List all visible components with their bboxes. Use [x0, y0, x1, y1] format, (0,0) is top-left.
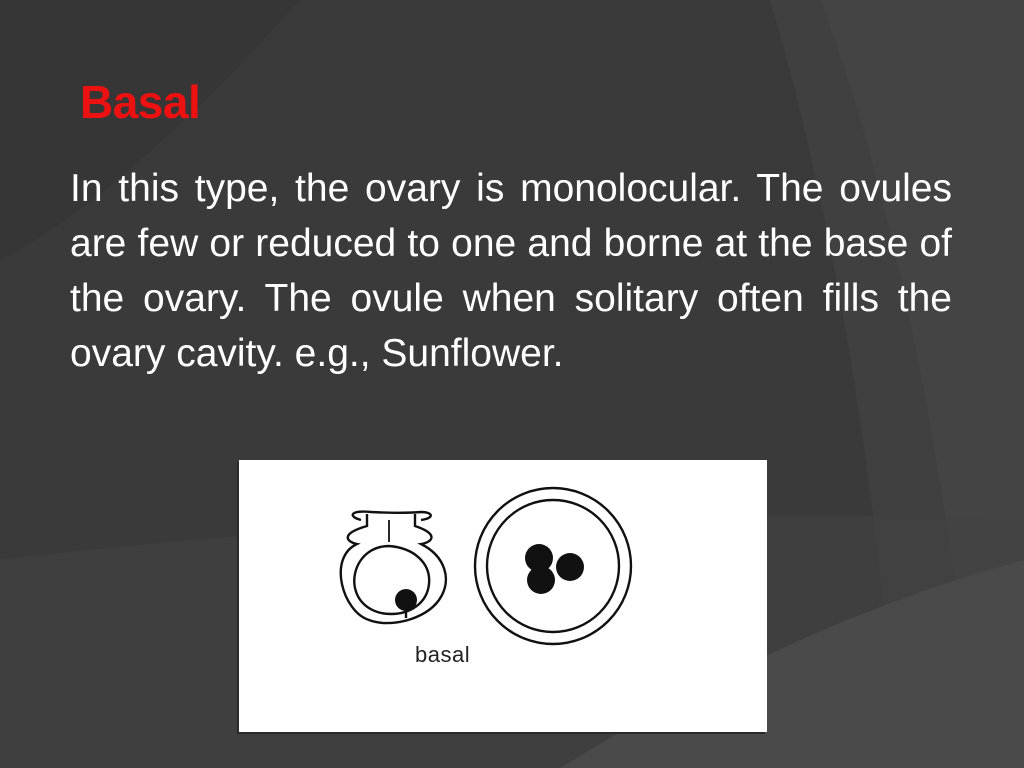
slide-body-text: In this type, the ovary is monolocular. The ovules are few or reduced to one and borne at the base of the ovary. The ovule when solitary often fills the ovary cavity. e.g., Sunflower.: [70, 167, 952, 375]
figure-caption: basal: [415, 642, 471, 667]
basal-placentation-figure: [239, 460, 767, 732]
transverse-section-drawing: [475, 488, 631, 644]
placentation-diagram: [239, 460, 767, 732]
basal-ovule: [395, 589, 417, 611]
ovule-3: [527, 566, 555, 594]
longitudinal-section-drawing: [341, 512, 446, 623]
ovule-2: [556, 553, 584, 581]
slide-title: Basal: [80, 76, 201, 128]
